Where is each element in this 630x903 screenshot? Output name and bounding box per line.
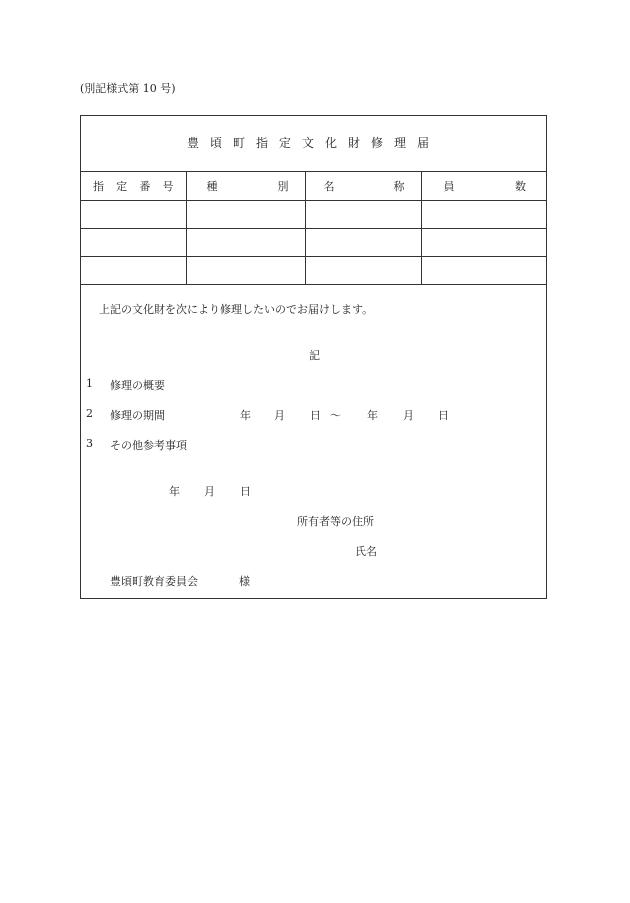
table-cell[interactable] [421, 200, 546, 228]
header-char: 号 [162, 179, 174, 193]
period-tilde: 〜 [330, 409, 341, 422]
header-char: 数 [515, 179, 526, 193]
table-cell[interactable] [81, 200, 186, 228]
form-body [81, 285, 546, 598]
property-table [81, 172, 546, 285]
period-start-month[interactable]: 月 [274, 409, 285, 422]
ki-heading: 記 [309, 349, 320, 362]
header-type [186, 172, 305, 200]
period-end-month[interactable]: 月 [403, 409, 414, 422]
item-label: その他参考事項 [110, 439, 187, 452]
item-number: 2 [86, 407, 93, 420]
form-title: 豊頃町指定文化財修理届 [186, 136, 440, 150]
header-designation-number [81, 172, 186, 200]
item-number: 1 [86, 377, 93, 390]
table-cell[interactable] [421, 256, 546, 284]
item-label: 修理の期間 [110, 409, 165, 422]
addressee: 豊頃町教育委員会 [110, 575, 198, 588]
table-cell[interactable] [81, 256, 186, 284]
header-char: 指 [93, 179, 104, 193]
table-cell[interactable] [305, 228, 421, 256]
table-cell[interactable] [186, 228, 305, 256]
table-header-row [81, 172, 546, 200]
table-cell[interactable] [81, 228, 186, 256]
table-cell[interactable] [305, 256, 421, 284]
item-label: 修理の概要 [110, 379, 165, 392]
header-char: 員 [443, 179, 455, 193]
header-char: 種 [206, 179, 218, 193]
header-char: 名 [323, 179, 335, 193]
date-month[interactable]: 月 [204, 485, 215, 498]
header-char: 称 [393, 179, 405, 193]
date-year[interactable]: 年 [169, 485, 180, 498]
header-quantity [421, 172, 546, 200]
header-char: 定 [116, 179, 128, 193]
owner-name-label: 氏名 [355, 545, 377, 558]
date-day[interactable]: 日 [240, 485, 251, 498]
form-frame [80, 115, 547, 599]
table-row [81, 228, 546, 256]
table-cell[interactable] [186, 200, 305, 228]
period-start-day[interactable]: 日 [310, 409, 321, 422]
intro-text: 上記の文化財を次により修理したいのでお届けします。 [99, 303, 374, 316]
title-row [81, 116, 546, 172]
form-number-label: (別記様式第 10 号) [80, 82, 176, 95]
table-cell[interactable] [421, 228, 546, 256]
header-char: 番 [139, 179, 151, 193]
table-row [81, 200, 546, 228]
header-name [305, 172, 421, 200]
item-number: 3 [86, 437, 93, 450]
table-cell[interactable] [186, 256, 305, 284]
honorific: 様 [239, 575, 250, 588]
period-start-year[interactable]: 年 [240, 409, 251, 422]
table-row [81, 256, 546, 284]
table-cell[interactable] [305, 200, 421, 228]
period-end-year[interactable]: 年 [367, 409, 378, 422]
header-char: 別 [277, 179, 289, 193]
period-end-day[interactable]: 日 [438, 409, 449, 422]
owner-address-label: 所有者等の住所 [297, 515, 374, 528]
